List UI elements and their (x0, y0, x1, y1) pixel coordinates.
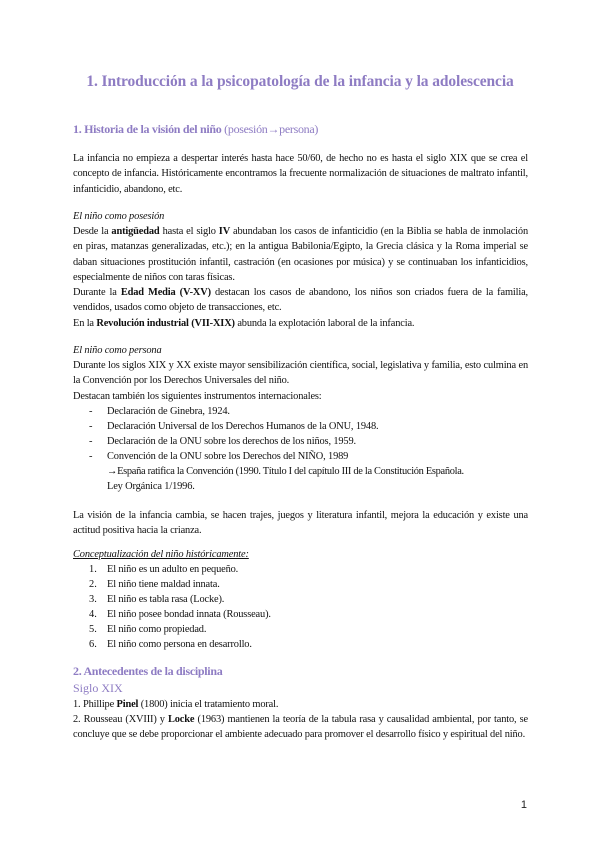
antecedentes-paragraph-2: 2. Rousseau (XVIII) y Locke (1963) mantienen la teoría de la tabula rasa y causalidad ambiental, por tanto, se concluye que se debe proporcionar el ambiente adecuado para promover el desarrollo físico y espiritual del niño. (73, 714, 528, 741)
persona-paragraph: Durante los siglos XIX y XX existe mayor sensibilización científica, social, legislativa y familia, esto culmina en la Convención por los Derechos Universales del niño. (73, 360, 528, 387)
list-number: 6. (89, 639, 97, 650)
section-2-subheading: Siglo XIX (73, 681, 123, 695)
list-item: El niño es tabla rasa (Locke). (107, 594, 225, 605)
list-item: El niño tiene maldad innata. (107, 579, 220, 590)
list-subitem: →España ratifica la Convención (1990. Título I del capítulo III de la Constitución Española. (107, 466, 464, 477)
list-item: El niño es un adulto en pequeño. (107, 564, 239, 575)
list-item: Declaración Universal de los Derechos Humanos de la ONU, 1948. (107, 421, 379, 432)
page-number: 1 (520, 799, 527, 811)
subtitle-posesion: El niño como posesión (73, 211, 165, 222)
list-dash: - (89, 451, 93, 462)
posesion-paragraph-edad-media: Durante la Edad Media (V-XV) destacan los casos de abandono, los niños son criados fuera de la familia, vendidos, usados como objeto de transacciones, etc. (73, 287, 528, 314)
posesion-paragraph-antiguedad: Desde la antigüedad hasta el siglo IV abundaban los casos de infanticidio (en la Biblia se habla de inmolación en piras, matanzas generalizadas, etc.); en la antigua Babilonia/Egipto, la Grecia clásica y la Roma imperial se daban situaciones prostitución infantil, castración (en ocasiones por música) y se continuaban los infanticidios, especialmente de niños con taras físicas. (73, 226, 528, 283)
vision-paragraph: La visión de la infancia cambia, se hacen trajes, juegos y literatura infantil, mejora la educación y existe una actitud positiva hacia la crianza. (73, 510, 528, 537)
section-1-heading-main: 1. Historia de la visión del niño (73, 122, 222, 136)
list-item: El niño como persona en desarrollo. (107, 639, 252, 650)
list-number: 1. (89, 564, 97, 575)
list-dash: - (89, 436, 93, 447)
list-number: 5. (89, 624, 97, 635)
list-dash: - (89, 406, 93, 417)
section-2-heading: 2. Antecedentes de la disciplina (73, 664, 223, 678)
intro-paragraph: La infancia no empieza a despertar interés hasta hace 50/60, de hecho no es hasta el siglo XIX que se crea el concepto de infancia. Históricamente encontramos la frecuente normalización de situaciones de maltrato infantil, infanticidio, abandono, etc. (73, 153, 528, 195)
subtitle-conceptualizacion: Conceptualización del niño históricamente: (73, 549, 249, 560)
antecedentes-paragraph-1: 1. Phillipe Pinel (1800) inicia el tratamiento moral. (73, 699, 279, 710)
page-title: 1. Introducción a la psicopatología de la infancia y la adolescencia (86, 73, 514, 90)
list-number: 3. (89, 594, 97, 605)
section-1-heading (73, 122, 318, 137)
posesion-paragraph-revolucion: En la Revolución industrial (VII-XIX) abunda la explotación laboral de la infancia. (73, 318, 415, 329)
section-1-heading-note: (posesión→persona) (224, 122, 319, 136)
list-number: 4. (89, 609, 97, 620)
list-item: El niño posee bondad innata (Rousseau). (107, 609, 271, 620)
list-subitem: Ley Orgánica 1/1996. (107, 481, 195, 492)
list-item: El niño como propiedad. (107, 624, 207, 635)
list-item: Declaración de Ginebra, 1924. (107, 406, 230, 417)
list-item: Declaración de la ONU sobre los derechos de los niños, 1959. (107, 436, 356, 447)
list-number: 2. (89, 579, 97, 590)
list-dash: - (89, 421, 93, 432)
persona-instruments-intro: Destacan también los siguientes instrumentos internacionales: (73, 391, 322, 402)
subtitle-persona: El niño como persona (73, 345, 162, 356)
list-item: Convención de la ONU sobre los Derechos del NIÑO, 1989 (107, 451, 349, 462)
